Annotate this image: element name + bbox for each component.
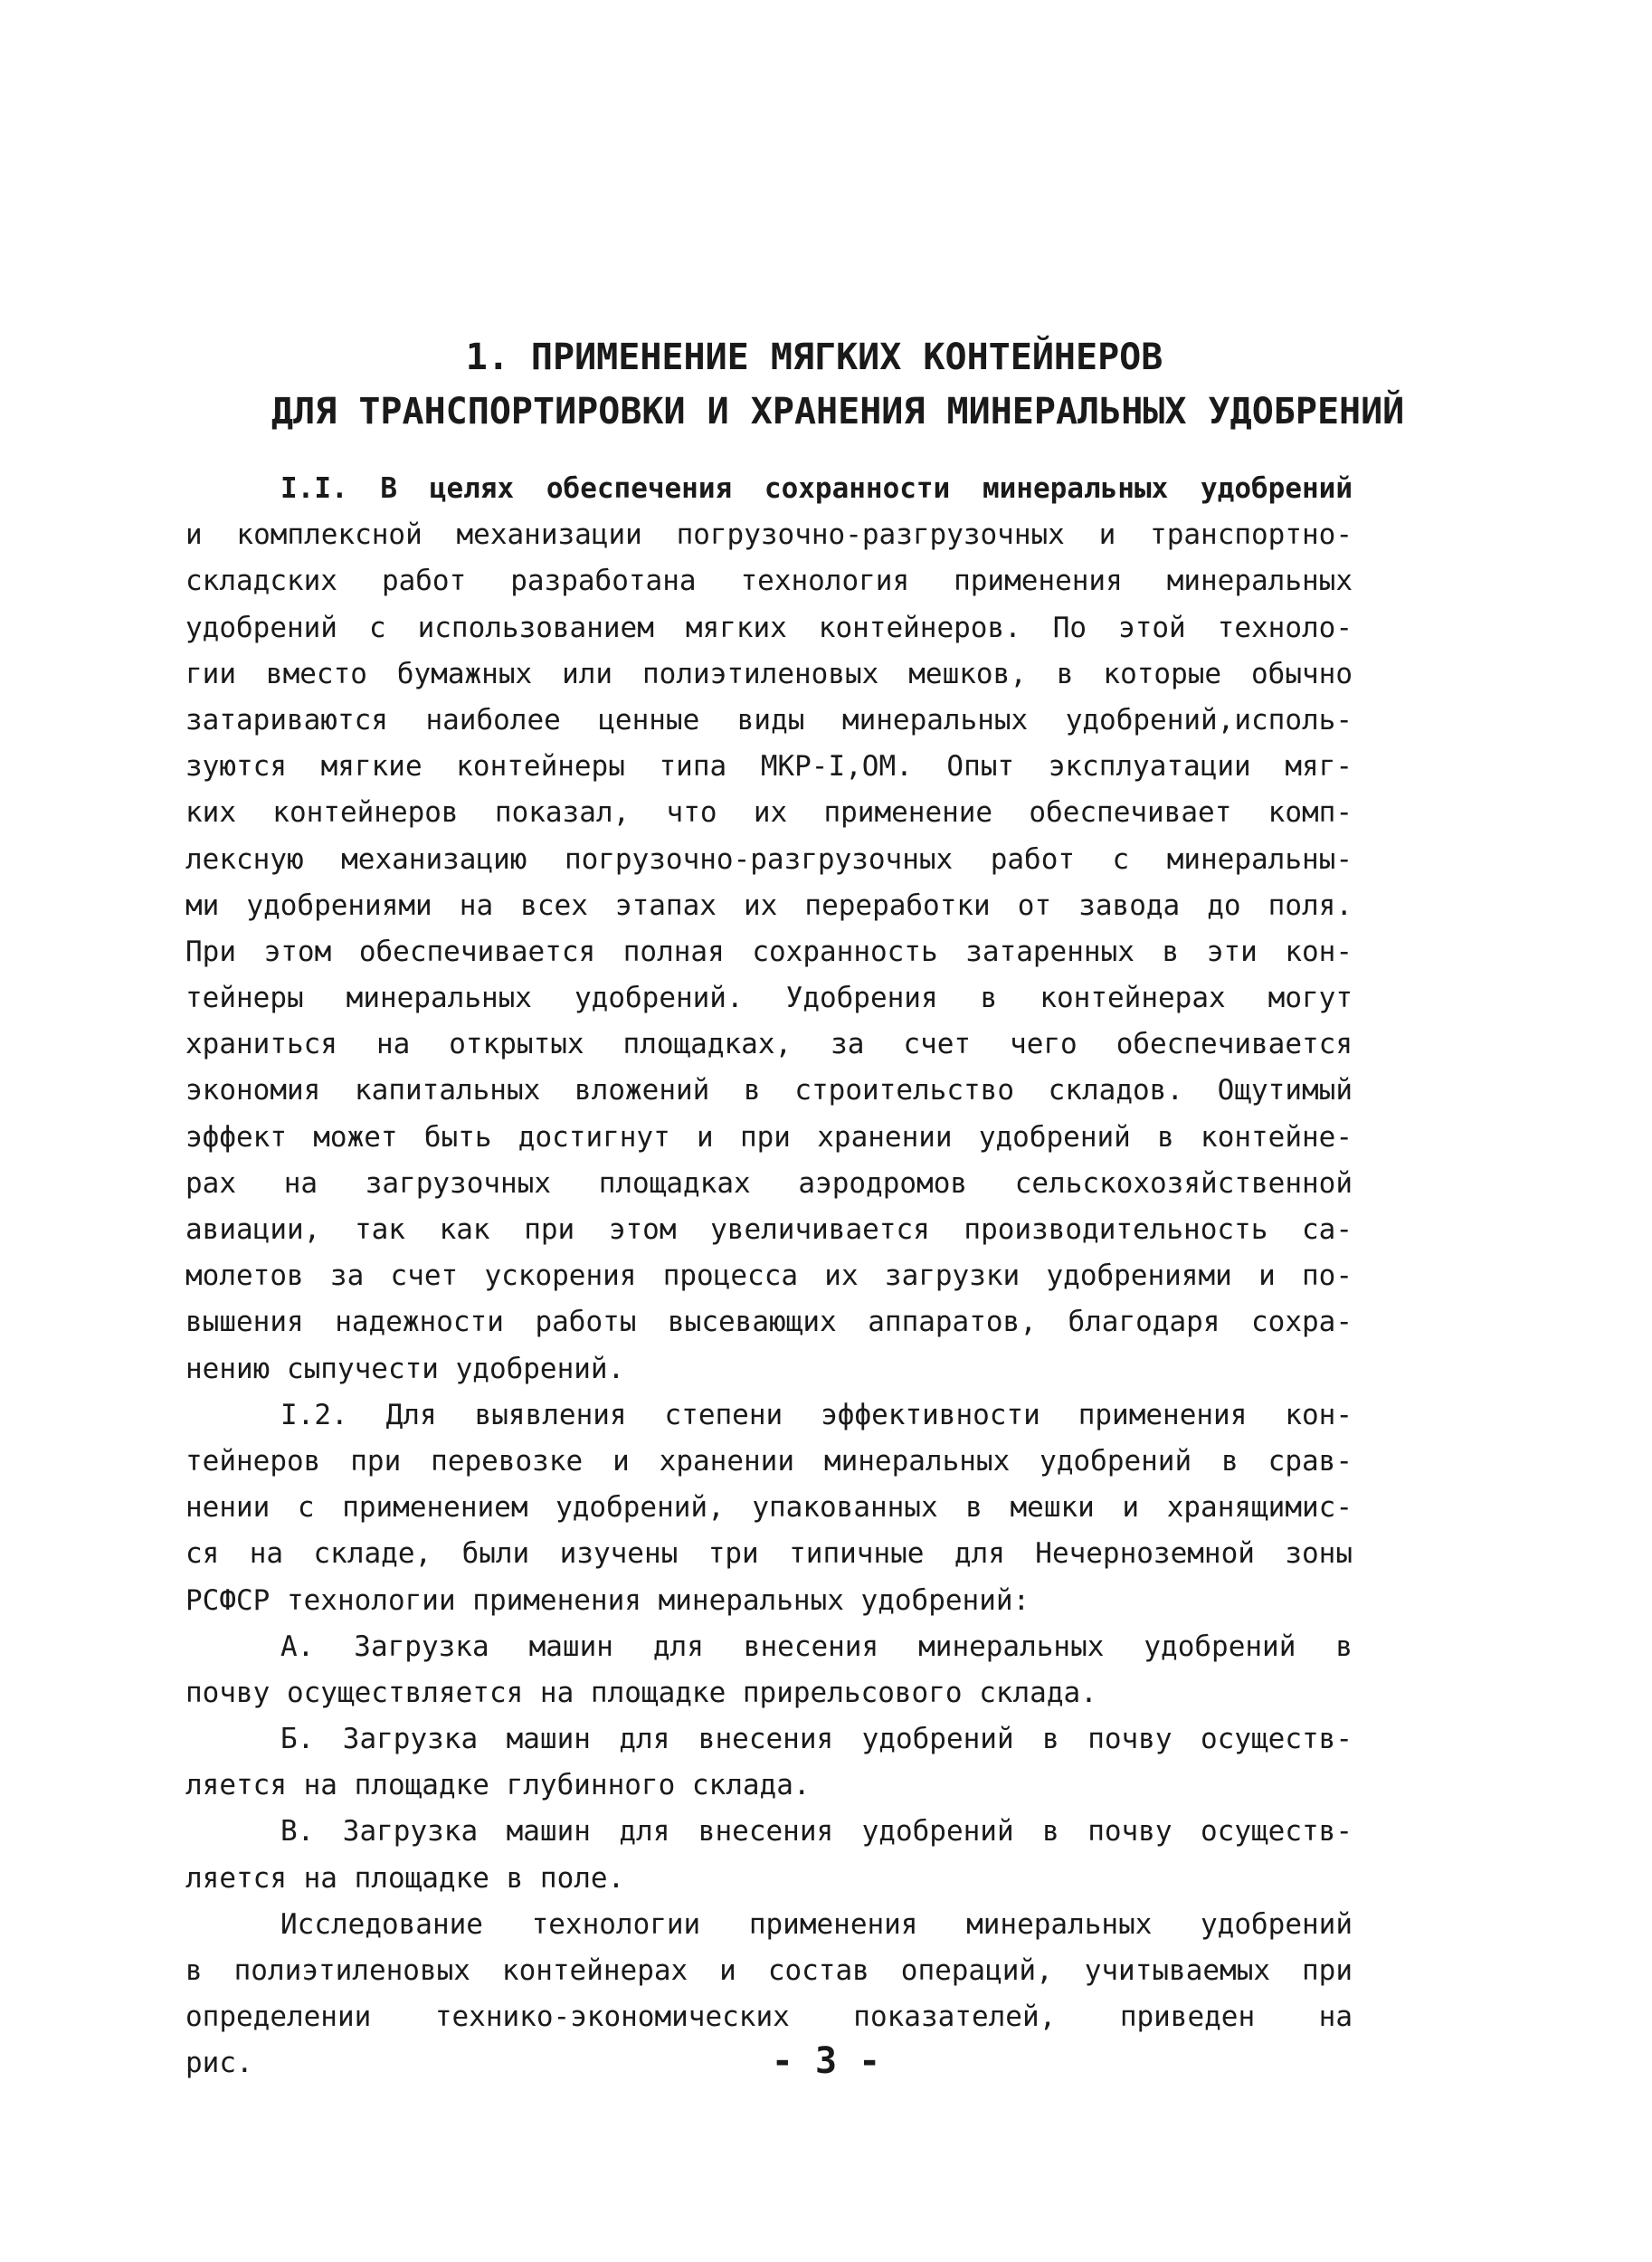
text-line: нению сыпучести удобрений. [185,1352,625,1385]
section-title-line-2: ДЛЯ ТРАНСПОРТИРОВКИ И ХРАНЕНИЯ МИНЕРАЛЬНЫХ УДОБРЕНИЙ [271,391,1405,432]
text-line: I.I. В целях обеспечения сохранности минеральных удобрений [280,472,1353,505]
text-line: почву осуществляется на площадке прирельсового склада. [185,1676,1097,1709]
text-line: вышения надежности работы высевающих аппаратов, благодаря сохра- [185,1306,1353,1339]
text-line: ляется на площадке глубинного склада. [185,1769,811,1802]
text-line: ляется на площадке в поле. [185,1861,625,1895]
text-line: ких контейнеров показал, что их применение обеспечивает комп- [185,796,1353,830]
text-line: тейнеров при перевозке и хранении минеральных удобрений в срав- [185,1444,1353,1478]
text-line: нении с применением удобрений, упакованных в мешки и хранящимис- [185,1491,1353,1525]
text-line: рис. [185,2047,253,2080]
text-line: и комплексной механизации погрузочно-разгрузочных и транспортно- [185,518,1353,552]
text-line: авиации, так как при этом увеличивается производительность са- [185,1213,1353,1246]
text-line: ся на складе, были изучены три типичные для Нечерноземной зоны [185,1537,1353,1571]
text-line: молетов за счет ускорения процесса их загрузки удобрениями и по- [185,1259,1353,1293]
text-line: удобрений с использованием мягких контейнеров. По этой техноло- [185,611,1353,644]
text-line: лексную механизацию погрузочно-разгрузочных работ с минеральны- [185,842,1353,876]
text-line: складских работ разработана технология применения минеральных [185,565,1353,598]
text-line: Исследование технологии применения минеральных удобрений [280,1907,1353,1941]
text-line: храниться на открытых площадках, за счет чего обеспечивается [185,1028,1353,1061]
text-line: ми удобрениями на всех этапах их переработки от завода до поля. [185,889,1353,922]
text-line: тейнеры минеральных удобрений. Удобрения в контейнерах могут [185,982,1353,1015]
list-item-b: Б. Загрузка машин для внесения удобрений в почву осуществ- [280,1723,1353,1756]
text-line: определении технико-экономических показателей, приведен на [185,2001,1353,2034]
section-title-line-1: 1. ПРИМЕНЕНИЕ МЯГКИХ КОНТЕЙНЕРОВ [465,337,1163,378]
text-line: При этом обеспечивается полная сохранность затаренных в эти кон- [185,935,1353,968]
text-line: затариваются наиболее ценные виды минеральных удобрений,исполь- [185,703,1353,737]
list-item-c: В. Загрузка машин для внесения удобрений в почву осуществ- [280,1815,1353,1849]
text-line: гии вместо бумажных или полиэтиленовых мешков, в которые обычно [185,657,1353,690]
list-item-a: А. Загрузка машин для внесения минеральных удобрений в [280,1630,1353,1663]
text-line: эффект может быть достигнут и при хранении удобрений в контейне- [185,1120,1353,1154]
text-line: рах на загрузочных площадках аэродромов сельскохозяйственной [185,1166,1353,1200]
text-line: РСФСР технологии применения минеральных удобрений: [185,1583,1030,1617]
text-line: в полиэтиленовых контейнерах и состав операций, учитываемых при [185,1954,1353,1987]
page-number: - 3 - [771,2040,881,2082]
text-line: I.2. Для выявления степени эффективности применения кон- [280,1398,1353,1431]
body-text [185,466,1353,2087]
text-line: зуются мягкие контейнеры типа МКР-I,ОМ. Опыт эксплуатации мяг- [185,750,1353,784]
text-line: экономия капитальных вложений в строительство складов. Ощутимый [185,1074,1353,1107]
